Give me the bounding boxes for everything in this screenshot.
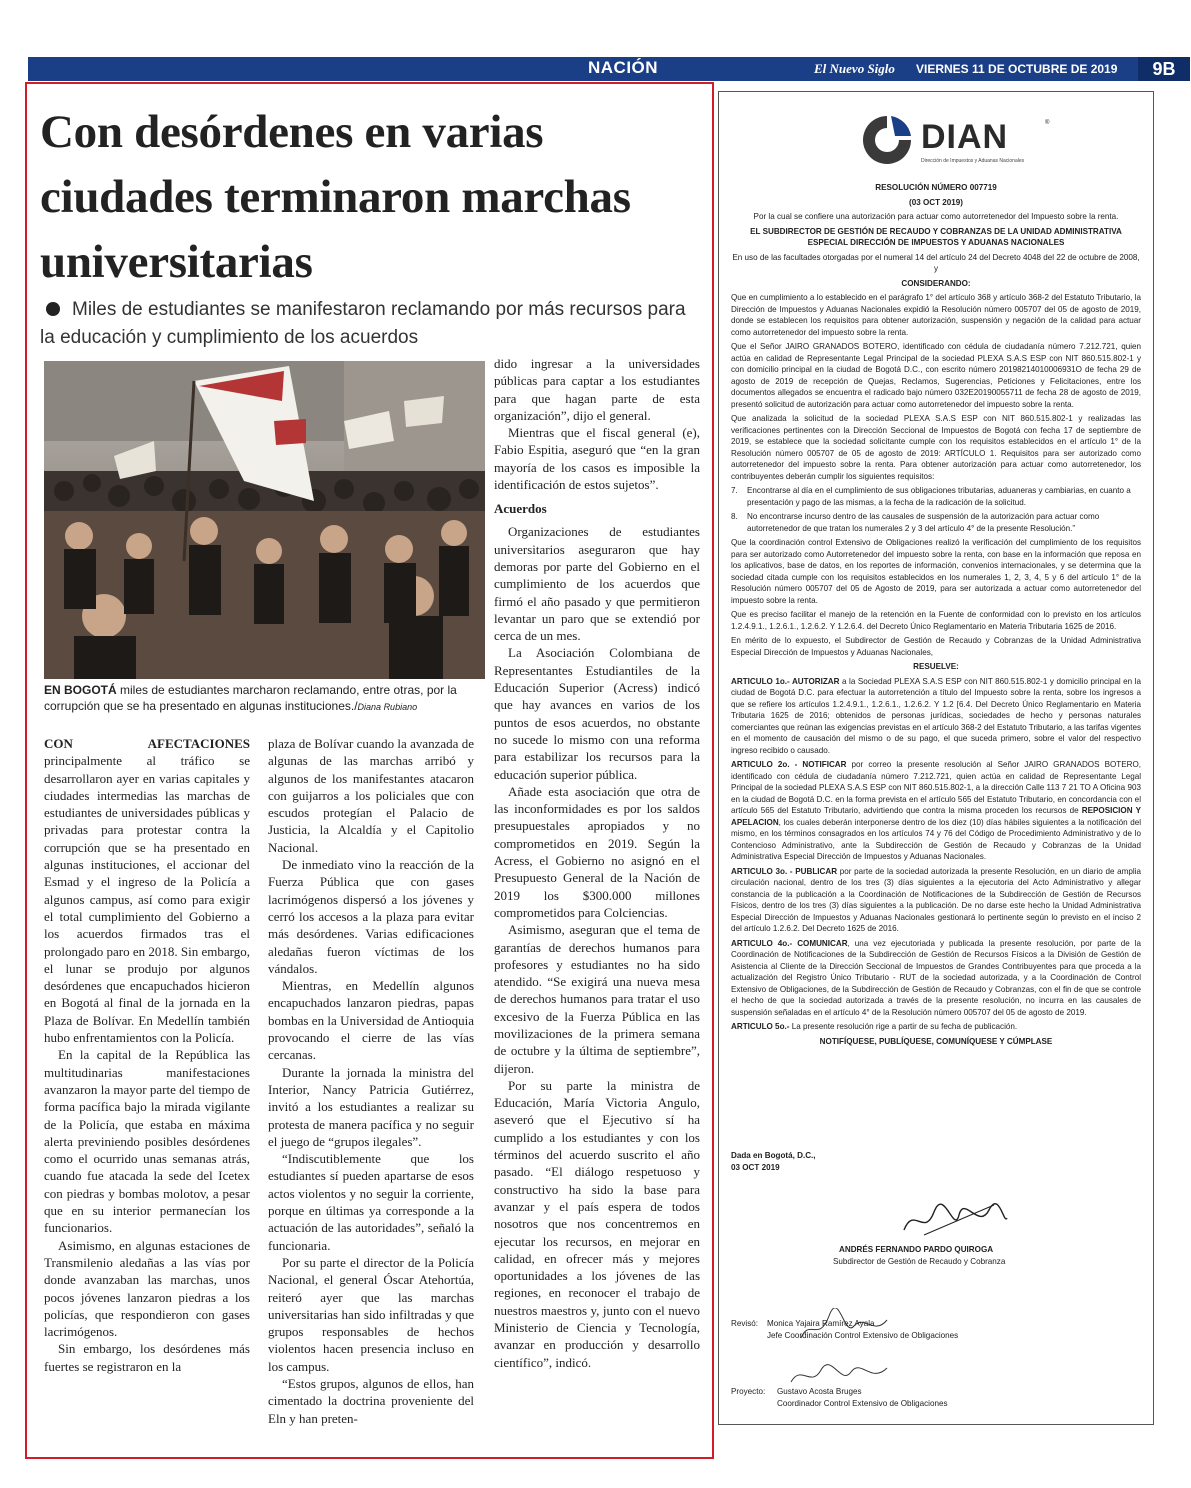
caption-credit: Diana Rubiano <box>357 702 418 712</box>
article-paragraph: Mientras, en Medellín algunos encapuchados lanzaron piedras, papas bombas en la Universidad de Antioquia provocando el cierre de las vías cercanas. <box>268 978 474 1063</box>
notice-paragraph: Que analizada la solicitud de la sociedad PLEXA S.A.S ESP con NIT 860.515.802-1 y realizadas las verificaciones pertinentes con la Dirección Seccional de Impuestos de Bogotá con fecha 17 de septiembre de 2019, se establece que la sociedad solicitante cumple con los requisitos establecidos en el artículo 1° de la Resolución número 005707 de 05 de agosto de 2019: ARTÍCULO 1. Requisitos para ser autorizado como autorretenedor del impuesto sobre la renta. Para obtener autorización para actuar como autorretenedor, los contribuyentes deberán cumplir los siguientes requisitos: <box>731 414 1141 481</box>
registered-mark: ® <box>1045 120 1050 126</box>
resolution-intro: Por la cual se confiere una autorización para actuar como autorretenedor del Impuesto sobre la renta. <box>753 212 1119 221</box>
article-paragraph: En la capital de la República las multitudinarias manifestaciones avanzaron la mayor parte del tiempo de forma pacífica bajo la mirada vigilante de la Policía, que estaba en máxima alerta previniendo posibles desórdenes como el ocurrido unas semanas atrás, cuando fue atacada la sede del Icetex con piedras y bombas molotov, a pesar que en su interior permanecían los funcionarios. <box>44 1047 250 1236</box>
article-subhead <box>40 296 705 352</box>
signer-name: ANDRÉS FERNANDO PARDO QUIROGA <box>839 1245 994 1254</box>
article-paragraph: La Asociación Colombiana de Representantes Estudiantiles de la Educación Superior (Acress) indicó que hay avances en varios de los puntos de esos acuerdos, no obstante no sucede lo mismo con una reforma para estabilizar los recursos para la educación superior pública. <box>494 645 700 782</box>
article-column-1 <box>44 735 250 1375</box>
notice-list-item: 7. Encontrarse al día en el cumplimiento de sus obligaciones tributarias, aduaneras y cambiarias, en cuanto a presentación y pago de las mismas, a la fecha de la radicación de la solicitud. <box>731 486 1131 507</box>
article-column-2 <box>268 735 474 1427</box>
resuelve-heading: RESUELVE: <box>913 662 959 671</box>
notice-paragraph: Que la coordinación control Extensivo de Obligaciones realizó la verificación del cumplimiento de los requisitos para ser autorizado como Autorretenedor del impuesto sobre la renta, con base en la información que reposa en los aplicativos, base de datos, en los reportes de información, convenios internacionales, y se determina que la sociedad citada cumple con los requisitos establecidos en los numerales 1, 2, 3, 4, 5 y 6 del artículo 1° de la Resolución número 005707 del 05 de Agosto de 2019, para ser autorizada a actuar como autorretenedor del impuesto sobre la renta. <box>731 538 1141 605</box>
bullet-icon <box>46 302 60 316</box>
proyecto-name: Gustavo Acosta Bruges <box>777 1387 862 1396</box>
article-paragraph: Por su parte el director de la Policía Nacional, el general Óscar Atehortúa, reiteró ayer que las marchas universitarias han sido infiltradas y que grupos responsables de hechos violentos hacen presencia incluso en los campus. <box>268 1254 474 1374</box>
article-paragraph: Asimismo, aseguran que el tema de garantías de derechos humanos para profesores y estudiantes no ha sido atendido. “Se exigirá una nueva mesa de derechos humanos para tratar el uso excesivo de la Fuerza Pública en las movilizaciones de la primera semana de octubre y la última de septiembre”, dijeron. <box>494 922 700 1076</box>
article-paragraph: Durante la jornada la ministra del Interior, Nancy Patricia Gutiérrez, invitó a los estudiantes a realizar su protesta de manera pacífica y no seguir el juego de “grupos ilegales”. <box>268 1064 474 1149</box>
article-photo <box>44 361 485 679</box>
notify-line: NOTIFÍQUESE, PUBLÍQUESE, COMUNÍQUESE Y CÚMPLASE <box>819 1036 1053 1046</box>
article-paragraph: “Estos grupos, algunos de ellos, han cimentado la doctrina proveniente del Eln y han preten- <box>268 1375 474 1426</box>
page-number: 9B <box>1138 57 1190 81</box>
reviso-title: Jefe Coordinación Control Extensivo de Obligaciones <box>767 1331 959 1340</box>
photo-caption <box>44 682 485 715</box>
notice-paragraph: En mérito de lo expuesto, el Subdirector de Gestión de Recaudo y Cobranzas de la Unidad Administrativa Especial Dirección de Impuestos y Aduanas Nacionales, <box>731 636 1141 657</box>
sign-place: Dada en Bogotá, D.C., <box>731 1151 816 1160</box>
article-paragraph: De inmediato vino la reacción de la Fuerza Pública que con gases lacrimógenos dispersó a los jóvenes y cerró los accesos a la plaza para evitar más desórdenes. Varias edificaciones aledañas fueron víctimas de los vándalos. <box>268 857 474 976</box>
article-paragraph: Mientras que el fiscal general (e), Fabio Espitia, aseguró que “en la gran mayoría de los casos es imposible la identificación de estos sujetos”. <box>494 425 700 493</box>
page-header-bar <box>28 57 1176 81</box>
article-column-3 <box>494 355 700 1371</box>
section-name: NACIÓN <box>588 58 659 77</box>
dian-logo-icon <box>859 112 915 168</box>
article-paragraph: Organizaciones de estudiantes universitarios aseguraron que hay demoras por parte del Gobierno en el cumplimiento de los acuerdos que firmó el año pasado y que permitieron levantar un paro que se extendió por cerca de un mes. <box>494 524 700 644</box>
article-lead: CON AFECTACIONES <box>44 736 250 751</box>
article-1: ARTICULO 1o.- AUTORIZAR a la Sociedad PLEXA S.A.S ESP con NIT 860.515.802-1 y domicilio principal en la ciudad de Bogotá D.C. para efectuar la autorretención a título del Impuesto sobre la renta, sobre los ingresos a que se refiere los artículos 1.2.4.9.1., 1.2.6.1., 1.2.6.2. Y 1.2 [6.4. Del Decreto Único Reglamentario en Materia Tributaria 1625 de 2016; obtenidos de personas jurídicas, sociedades de hecho y personas naturales comerciantes que reúnan las exigencias previstas en el artículo 368-2 del Estatuto Tributario, a las tarifas vigentes en el momento de causación del mismo o de su pago, el que suceda primero, sobre el valor del respectivo ingreso recibido o causado. <box>731 676 1141 755</box>
dian-logo-subtitle: Dirección de Impuestos y Aduanas Nacionales <box>921 158 1025 164</box>
issue-date: VIERNES 11 DE OCTUBRE DE 2019 <box>916 62 1118 76</box>
resolution-number: RESOLUCIÓN NÚMERO 007719 <box>875 183 997 192</box>
article-subheading: Acuerdos <box>494 501 547 517</box>
article-paragraph: dido ingresar a la universidades públicas para captar a los estudiantes para que hagan parte de esta organización”, dijo el general. <box>494 356 700 423</box>
notice-body <box>731 182 1141 1050</box>
resolution-date: (03 OCT 2019) <box>909 197 963 207</box>
reviso-name: Monica Yajaira Ramírez Ayala <box>767 1319 875 1328</box>
resolution-powers: En uso de las facultades otorgadas por el numeral 14 del artículo 24 del Decreto 4048 del 22 de octubre de 2008, y <box>732 252 1140 273</box>
caption-lead: EN BOGOTÁ <box>44 683 117 697</box>
article-2: ARTICULO 2o. - NOTIFICAR por correo la presente resolución al Señor JAIRO GRANADOS BOTERO, identificado con cédula de ciudadanía número 7.212.721, quien actúa en calidad de Representante Legal Principal de la sociedad PLEXA S.A.S ESP con NIT 860.515.802-1, a la dirección Calle 113 7 21 TO A Oficina 903 en la ciudad de Bogotá D.C. en la forma prevista en el artículo 565 del Estatuto Tributario, en concordancia con el artículo 565 del Estatuto Tributario, advirtiendo que contra la misma proceden los recursos de REPOSICION Y APELACION, los cuales deberán interponerse dentro de los diez (10) días hábiles siguientes a la notificación del mismo, en los términos consagrados en los artículos 74 y 76 del Código de Procedimiento Administrativo y de lo Contencioso Administrativo, ante la Subdirección de Gestión de Recaudo y Cobranzas de la Unidad Administrativa Especial Dirección de Impuestos y Aduanas Nacionales. <box>731 760 1142 861</box>
article-paragraph: Añade esta asociación que otra de las inconformidades es por los saldos presupuestales apropiados y no comprometidos en 2019. Según la Acress, el Gobierno no asignó en el Presupuesto General de la Nación de 2019 los $300.000 millones comprometidos para Colciencias. <box>494 783 700 920</box>
caption-text: miles de estudiantes marcharon reclamando, entre otras, por la corrupción que se ha presentado en algunas instituciones./ <box>44 683 457 713</box>
notice-list-item: 8. No encontrarse incurso dentro de las causales de suspensión de la autorización para actuar como autorretenedor de que tratan los numerales 2 y 3 del artículo 4° de la presente Resolución.” <box>731 512 1100 533</box>
subhead-text: Miles de estudiantes se manifestaron reclamando por más recursos para la educación y cumplimiento de los acuerdos <box>40 299 686 348</box>
article-paragraph: Por su parte la ministra de Educación, María Victoria Angulo, aseveró que el Ejecutivo sí ha cumplido a los estudiantes y con los términos del acuerdo suscrito el año pasado. “El diálogo respetuoso y constructivo ha sido la base para avanzar y el país espera de todos nosotros que nos concentremos en ejecutar los recursos, en mejorar en calidad, en ofrecer más y mejores oportunidades a los jóvenes de las regiones, en reconocer el trabajo de nuestros maestros y, junto con el nuevo Ministerio de Ciencia y Tecnología, avanzar en producción y desarrollo científico”, indicó. <box>494 1077 700 1370</box>
signature-mark <box>899 1200 1009 1240</box>
dian-logo <box>859 112 1049 176</box>
article-paragraph: Sin embargo, los desórdenes más fuertes se registraron en la <box>44 1341 250 1374</box>
proyecto-label: Proyecto: <box>731 1387 766 1396</box>
resolution-authority: EL SUBDIRECTOR DE GESTIÓN DE RECAUDO Y COBRANZAS DE LA UNIDAD ADMINISTRATIVA ESPECIAL DIRECCIÓN DE IMPUESTOS Y ADUANAS NACIONALES <box>750 226 1122 247</box>
article-paragraph: plaza de Bolívar cuando la avanzada de algunas de las marchas arribó y algunos de los manifestantes atacaron con guijarros a los policiales que con escudos protegían el Palacio de Justicia, la Alcaldía y el Capitolio Nacional. <box>268 736 474 855</box>
article-headline: Con desórdenes en varias ciudades terminaron marchas universitarias <box>40 106 631 288</box>
article-3: ARTICULO 3o. - PUBLICAR por parte de la sociedad autorizada la presente Resolución, en un diario de amplia circulación nacional, dentro de los tres (3) días siguientes a la ejecutoria del Acto Administrativo y allegar constancia de la publicación a la Coordinación de Notificaciones de la Subdirección de Gestión de Recursos Físicos, dentro de los tres (3) días siguientes a la publicación. De no darse este hecho la Unidad Administrativa Especial Dirección de Impuestos y Aduanas Nacionales gestionará lo pertinente según lo previsto en el inciso 2 del artículo 1.2.6.2. Del Decreto 1625 de 2016. <box>731 866 1141 933</box>
article-paragraph: CON AFECTACIONES principalmente al tráfico se desarrollaron ayer en varias capitales y ciudades intermedias las marchas de estudiantes de universidades públicas y privadas para protestar contra la corrupción que se ha presentado en algunas instituciones, el accionar del Esmad y el ingreso de la Policía a algunos campus, así como para exigir el total cumplimiento del Gobierno a los acuerdos firmados tras el prolongado paro en 2018. Sin embargo, el lunar se produjo por algunos desórdenes que encapuchados hicieron en Bogotá al final de la jornada en la Plaza de Bolívar. En Medellín también hubo enfrentamientos con la Policía. <box>44 736 250 1046</box>
dian-legal-notice <box>718 91 1154 1425</box>
signer-title: Subdirector de Gestión de Recaudo y Cobranza <box>833 1257 1006 1266</box>
newspaper-name: El Nuevo Siglo <box>814 61 895 76</box>
dian-logo-text: DIAN <box>921 118 1009 156</box>
article-paragraph: Asimismo, en algunas estaciones de Transmilenio aledañas a las vías por donde avanzaban las marchas, unos pocos jóvenes lanzaron piedras a los policías, que respondieron con gases lacrimógenos. <box>44 1237 250 1340</box>
article-paragraph: “Indiscutiblemente que los estudiantes sí pueden apartarse de esos actos violentos y no seguir la corriente, porque en últimas ya corresponde a la actuación de las autoridades”, señaló la funcionaria. <box>268 1151 474 1253</box>
notice-paragraph: Que el Señor JAIRO GRANADOS BOTERO, identificado con cédula de ciudadanía número 7.212.721, quien actúa en calidad de Representante Legal Principal de la sociedad PLEXA S.A.S ESP con NIT 860.515.802-1 y con domicilio principal en la ciudad de Bogotá D.C., con escrito número 20198214010006931O de fecha 29 de agosto de 2019 de recepción de Quejas, Reclamos, Sugerencias, Peticiones y Felicitaciones, entre los documentos allegados se encuentra el radicado bajo número 032E20190055711 de fecha 28 de agosto de 2019, presentó solicitud de autorización para actuar como autorretenedor del impuesto sobre la renta. <box>731 342 1141 409</box>
sign-date: 03 OCT 2019 <box>731 1163 780 1172</box>
reviso-label: Revisó: <box>731 1319 758 1328</box>
notice-paragraph: Que en cumplimiento a lo establecido en el parágrafo 1° del artículo 368 y artículo 368-2 del Estatuto Tributario, la Dirección de Impuestos y Aduanas Nacionales expidió la Resolución número 005707 del 05 de agosto de 2019, donde se establecen los requisitos para obtener autorización, suspensión y negación de la calidad para actuar como autorretenedor del impuesto sobre la renta. <box>731 293 1141 337</box>
article-4: ARTICULO 4o.- COMUNICAR, una vez ejecutoriada y publicada la presente resolución, por parte de la Coordinación de Notificaciones de la Subdirección de Gestión de Recursos Físicos a la División de Gestión de Asistencia al Cliente de la Dirección Seccional de Impuestos de Grandes Contribuyentes para que proceda a la actualización del Registro Único Tributario - RUT de la sociedad autorizada, y a la Coordinación de Control Extensivo de Obligaciones, de la Subdirección de Gestión de Recaudo y Cobranzas, con el fin de que se controle el hecho de que la sociedad autorizada a través de la presente resolución, no incurra en las causales de suspensión señaladas en el artículo 4° de la Resolución número 005707 del 05 de agosto de 2019. <box>731 938 1141 1017</box>
notice-paragraph: Que es preciso facilitar el manejo de la retención en la Fuente de conformidad con lo previsto en los artículos 1.2.4.9.1., 1.2.6.1., 1.2.6.2. Y 1.2.6.4. del Decreto Único Reglamentario en Materia Tributaria 1625 de 2016. <box>731 610 1141 631</box>
considerando-heading: CONSIDERANDO: <box>901 278 971 288</box>
proyecto-title: Coordinador Control Extensivo de Obligaciones <box>777 1399 948 1408</box>
article-5: ARTICULO 5o.- La presente resolución rige a partir de su fecha de publicación. <box>731 1022 1018 1031</box>
